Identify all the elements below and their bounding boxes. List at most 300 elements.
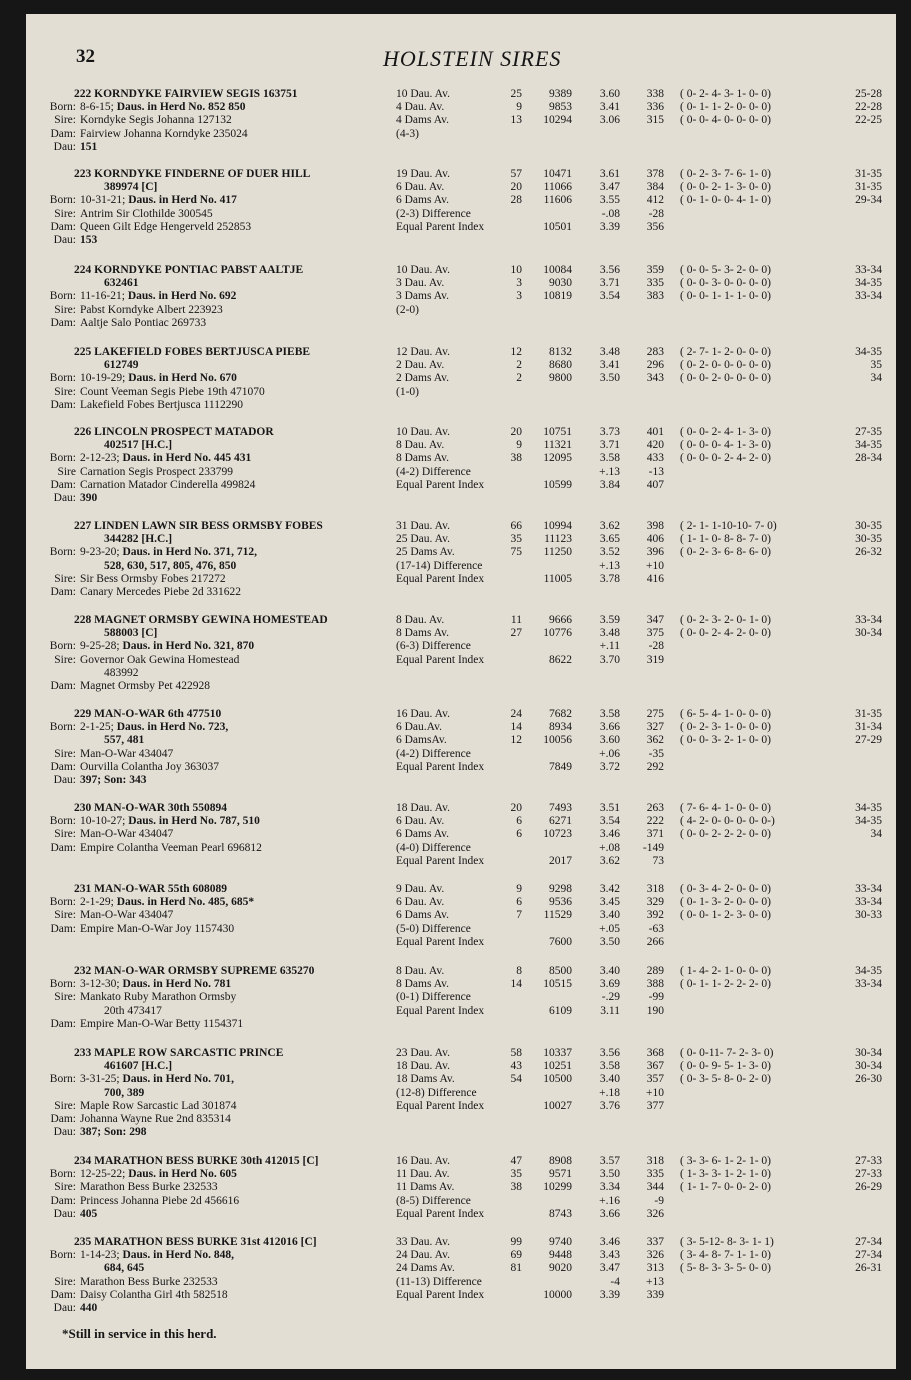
pedigree-line bbox=[26, 317, 356, 330]
fat-percent: 3.34 bbox=[599, 1181, 620, 1194]
stats-row bbox=[396, 1195, 896, 1208]
field-label: Sire: bbox=[54, 303, 76, 316]
field-value: Pabst Korndyke Albert 223923 bbox=[80, 303, 223, 316]
field-value: Magnet Ormsby Pet 422928 bbox=[80, 680, 211, 693]
continuation-line: 483992 bbox=[104, 666, 139, 679]
age-range: 27-34 bbox=[855, 1236, 882, 1248]
field-value: 390 bbox=[80, 492, 98, 505]
distribution: ( 0- 0- 2- 0- 0- 0- 0) bbox=[680, 372, 772, 385]
fat-lbs: 344 bbox=[646, 1181, 664, 1194]
age-range: 34 bbox=[870, 828, 882, 841]
distribution: ( 0- 2- 3- 1- 0- 0- 0) bbox=[680, 721, 772, 734]
row-label: 24 Dau. Av. bbox=[396, 1249, 450, 1262]
age-range: 34-35 bbox=[855, 277, 882, 290]
fat-percent: 3.62 bbox=[599, 520, 620, 532]
fat-lbs: 392 bbox=[646, 909, 664, 922]
herd-numbers: Daus. in Herd No. 670 bbox=[128, 372, 237, 385]
herd-numbers: Daus. in Herd No. 787, 510 bbox=[128, 815, 260, 828]
row-label: 33 Dau. Av. bbox=[396, 1236, 450, 1248]
stats-block bbox=[396, 802, 896, 868]
fat-percent: 3.43 bbox=[599, 1249, 620, 1262]
milk-lbs: 10084 bbox=[543, 264, 572, 276]
field-value: 9-23-20; bbox=[80, 546, 123, 559]
milk-lbs: 10819 bbox=[543, 290, 572, 303]
field-value: Governor Oak Gewina Homestead bbox=[80, 653, 240, 666]
row-label: (4-0) Difference bbox=[396, 841, 471, 854]
fat-percent: -.08 bbox=[601, 207, 620, 220]
sire-title: 231 MAN-O-WAR 55th 608089 bbox=[74, 883, 228, 895]
distribution: ( 0- 0- 2- 4- 2- 0- 0) bbox=[680, 627, 772, 640]
distribution: ( 1- 4- 2- 1- 0- 0- 0) bbox=[680, 965, 772, 977]
age-range: 34-35 bbox=[855, 802, 882, 814]
fat-lbs: 343 bbox=[646, 372, 664, 385]
milk-lbs: 10994 bbox=[543, 520, 572, 532]
fat-lbs: 335 bbox=[646, 277, 664, 290]
row-label: Equal Parent Index bbox=[396, 935, 485, 948]
continuation-line: 20th 473417 bbox=[104, 1004, 162, 1017]
field-value: Maple Row Sarcastic Lad 301874 bbox=[80, 1099, 237, 1112]
distribution: ( 0- 2- 3- 2- 0- 1- 0) bbox=[680, 614, 772, 626]
fat-lbs: 338 bbox=[646, 88, 664, 100]
pedigree-line bbox=[26, 372, 356, 385]
milk-lbs: 10299 bbox=[543, 1181, 572, 1194]
sire-title: 227 LINDEN LAWN SIR BESS ORMSBY FOBES bbox=[74, 520, 323, 532]
field-label: Dau: bbox=[53, 492, 76, 505]
stats-row bbox=[396, 304, 896, 317]
stats-block bbox=[396, 1155, 896, 1221]
field-label: Sire: bbox=[54, 747, 76, 760]
pedigree-line bbox=[26, 452, 356, 465]
stats-row bbox=[396, 640, 896, 653]
field-value: 10-10-27; bbox=[80, 815, 129, 828]
fat-percent: 3.66 bbox=[599, 1207, 620, 1220]
fat-lbs: 371 bbox=[646, 828, 664, 841]
row-label: 11 Dams Av. bbox=[396, 1181, 455, 1194]
field-value: 151 bbox=[80, 140, 98, 153]
row-label: 6 Dams Av. bbox=[396, 194, 450, 207]
herd-numbers: Daus. in Herd No. 781 bbox=[122, 978, 232, 991]
sire-title: 230 MAN-O-WAR 30th 550894 bbox=[74, 802, 228, 814]
field-value: Sir Bess Ormsby Fobes 217272 bbox=[80, 572, 226, 585]
fat-percent: 3.61 bbox=[599, 168, 620, 180]
pedigree-line bbox=[26, 1126, 356, 1139]
record-count: 81 bbox=[510, 1262, 522, 1275]
age-range: 31-35 bbox=[855, 181, 882, 194]
milk-lbs: 7493 bbox=[549, 802, 572, 814]
fat-lbs: 327 bbox=[646, 721, 664, 734]
pedigree-line bbox=[26, 978, 356, 991]
fat-lbs: 368 bbox=[646, 1047, 664, 1059]
age-range: 33-34 bbox=[855, 883, 882, 895]
sire-title: 235 MARATHON BESS BURKE 31st 412016 [C] bbox=[74, 1236, 317, 1248]
milk-lbs: 8680 bbox=[549, 359, 572, 372]
pedigree-line bbox=[26, 815, 356, 828]
field-label: Born: bbox=[49, 290, 76, 303]
row-label: 24 Dams Av. bbox=[396, 1262, 455, 1275]
field-value: 12-25-22; bbox=[80, 1168, 129, 1181]
record-count: 7 bbox=[516, 909, 522, 922]
fat-percent: +.08 bbox=[599, 841, 620, 854]
fat-lbs: 222 bbox=[646, 815, 664, 828]
fat-lbs: 383 bbox=[646, 290, 664, 303]
row-label: 6 Dams Av. bbox=[396, 828, 450, 841]
fat-percent: 3.50 bbox=[599, 935, 620, 948]
stats-row bbox=[396, 1155, 896, 1168]
stats-block bbox=[396, 426, 896, 492]
record-count: 11 bbox=[510, 614, 522, 626]
fat-lbs: -9 bbox=[654, 1194, 664, 1207]
stats-row bbox=[396, 627, 896, 640]
row-label: (12-8) Difference bbox=[396, 1086, 477, 1099]
pedigree-line bbox=[26, 774, 356, 787]
fat-lbs: 318 bbox=[646, 883, 664, 895]
field-value: 11-16-21; bbox=[80, 290, 128, 303]
fat-lbs: 275 bbox=[646, 708, 664, 720]
pedigree-block bbox=[26, 1155, 356, 1221]
field-label: Dam: bbox=[50, 316, 76, 329]
milk-lbs: 11321 bbox=[543, 439, 572, 452]
row-label: 10 Dau. Av. bbox=[396, 88, 450, 100]
field-label: Born: bbox=[49, 896, 76, 909]
fat-percent: 3.50 bbox=[599, 372, 620, 385]
milk-lbs: 11066 bbox=[543, 181, 572, 194]
row-label: (5-0) Difference bbox=[396, 922, 471, 935]
age-range: 31-34 bbox=[855, 721, 882, 734]
record-count: 9 bbox=[516, 883, 522, 895]
age-range: 30-34 bbox=[855, 1047, 882, 1059]
age-range: 33-34 bbox=[855, 290, 882, 303]
row-label: 8 Dams Av. bbox=[396, 452, 450, 465]
row-label: (17-14) Difference bbox=[396, 559, 483, 572]
record-count: 43 bbox=[510, 1060, 522, 1073]
pedigree-line bbox=[26, 761, 356, 774]
row-label: (2-3) Difference bbox=[396, 207, 471, 220]
age-range: 27-35 bbox=[855, 426, 882, 438]
stats-row bbox=[396, 923, 896, 936]
pedigree-block bbox=[26, 614, 356, 693]
record-count: 2 bbox=[516, 372, 522, 385]
distribution: ( 2- 7- 1- 2- 0- 0- 0) bbox=[680, 346, 772, 358]
record-count: 12 bbox=[510, 346, 522, 358]
fat-percent: 3.52 bbox=[599, 546, 620, 559]
stats-row bbox=[396, 346, 896, 359]
record-count: 6 bbox=[516, 896, 522, 909]
age-range: 34-35 bbox=[855, 815, 882, 828]
sire-title: 223 KORNDYKE FINDERNE OF DUER HILL bbox=[74, 168, 311, 180]
row-label: 18 Dams Av. bbox=[396, 1073, 455, 1086]
field-value: Princess Johanna Piebe 2d 456616 bbox=[80, 1194, 240, 1207]
stats-row bbox=[396, 965, 896, 978]
pedigree-line bbox=[26, 1302, 356, 1315]
row-label: 2 Dams Av. bbox=[396, 372, 450, 385]
fat-lbs: 388 bbox=[646, 978, 664, 991]
stats-row bbox=[396, 936, 896, 949]
record-count: 20 bbox=[510, 426, 522, 438]
registration-number: 402517 [H.C.] bbox=[104, 439, 173, 452]
stats-row bbox=[396, 277, 896, 290]
footnote: *Still in service in this herd. bbox=[62, 1326, 217, 1341]
fat-percent: +.16 bbox=[599, 1194, 620, 1207]
field-value: Empire Man-O-War Joy 1157430 bbox=[80, 922, 235, 935]
pedigree-line bbox=[26, 479, 356, 492]
herd-numbers: Daus. in Herd No. 701, bbox=[122, 1073, 234, 1086]
sire-title: 226 LINCOLN PROSPECT MATADOR bbox=[74, 426, 274, 438]
record-count: 8 bbox=[516, 965, 522, 977]
distribution: ( 0- 0- 0- 4- 1- 3- 0) bbox=[680, 439, 772, 452]
fat-percent: +.05 bbox=[599, 922, 620, 935]
field-label: Born: bbox=[49, 1073, 76, 1086]
record-count: 14 bbox=[510, 978, 522, 991]
row-label: 6 DamsAv. bbox=[396, 734, 447, 747]
field-label: Sire: bbox=[54, 1181, 76, 1194]
field-label: Sire: bbox=[54, 909, 76, 922]
milk-lbs: 12095 bbox=[543, 452, 572, 465]
field-value: 153 bbox=[80, 234, 98, 247]
record-count: 57 bbox=[510, 168, 522, 180]
record-count: 38 bbox=[510, 1181, 522, 1194]
distribution: ( 3- 5-12- 8- 3- 1- 1) bbox=[680, 1236, 774, 1248]
row-label: 25 Dau. Av. bbox=[396, 533, 450, 546]
fat-percent: 3.56 bbox=[599, 1047, 620, 1059]
row-label: Equal Parent Index bbox=[396, 1207, 485, 1220]
field-label: Born: bbox=[49, 721, 76, 734]
stats-block bbox=[396, 883, 896, 949]
fat-lbs: 347 bbox=[646, 614, 664, 626]
age-range: 22-25 bbox=[855, 114, 882, 127]
stats-row bbox=[396, 721, 896, 734]
stats-row bbox=[396, 546, 896, 559]
milk-lbs: 8743 bbox=[549, 1207, 572, 1220]
field-value: Lakefield Fobes Bertjusca 1112290 bbox=[80, 398, 243, 411]
fat-lbs: -13 bbox=[648, 465, 664, 478]
fat-percent: +.11 bbox=[599, 640, 620, 653]
stats-row bbox=[396, 909, 896, 922]
fat-lbs: 292 bbox=[646, 760, 664, 773]
pedigree-block bbox=[26, 88, 356, 154]
milk-lbs: 10027 bbox=[543, 1099, 572, 1112]
fat-percent: 3.58 bbox=[599, 452, 620, 465]
field-label: Born: bbox=[49, 1168, 76, 1181]
stats-row bbox=[396, 101, 896, 114]
row-label: (4-2) Difference bbox=[396, 465, 471, 478]
fat-lbs: 398 bbox=[646, 520, 664, 532]
fat-lbs: 356 bbox=[646, 220, 664, 233]
distribution: ( 0- 0- 3- 2- 1- 0- 0) bbox=[680, 734, 772, 747]
row-label: 19 Dau. Av. bbox=[396, 168, 450, 180]
milk-lbs: 11606 bbox=[543, 194, 572, 207]
field-value: 10-31-21; bbox=[80, 194, 129, 207]
pedigree-line bbox=[26, 101, 356, 114]
milk-lbs: 7682 bbox=[549, 708, 572, 720]
fat-lbs: 367 bbox=[646, 1060, 664, 1073]
stats-block bbox=[396, 1236, 896, 1302]
stats-row bbox=[396, 386, 896, 399]
fat-percent: 3.40 bbox=[599, 909, 620, 922]
field-value: Count Veeman Segis Piebe 19th 471070 bbox=[80, 385, 265, 398]
milk-lbs: 9448 bbox=[549, 1249, 572, 1262]
pedigree-line bbox=[26, 1100, 356, 1113]
distribution: ( 0- 0- 5- 3- 2- 0- 0) bbox=[680, 264, 772, 276]
row-label: 9 Dau. Av. bbox=[396, 883, 445, 895]
fat-percent: 3.42 bbox=[599, 883, 620, 895]
age-range: 27-29 bbox=[855, 734, 882, 747]
stats-row bbox=[396, 1249, 896, 1262]
fat-percent: 3.55 bbox=[599, 194, 620, 207]
row-label: Equal Parent Index bbox=[396, 653, 485, 666]
fat-lbs: 73 bbox=[652, 854, 664, 867]
milk-lbs: 11123 bbox=[544, 533, 572, 546]
age-range: 26-30 bbox=[855, 1073, 882, 1086]
stats-row bbox=[396, 372, 896, 385]
pedigree-block bbox=[26, 1236, 356, 1315]
row-label: 18 Dau. Av. bbox=[396, 1060, 450, 1073]
pedigree-block bbox=[26, 802, 356, 855]
stats-row bbox=[396, 1087, 896, 1100]
distribution: ( 0- 0- 0- 2- 4- 2- 0) bbox=[680, 452, 772, 465]
field-label: Dam: bbox=[50, 680, 76, 693]
row-label: 31 Dau. Av. bbox=[396, 520, 450, 532]
stats-row bbox=[396, 452, 896, 465]
row-label: Equal Parent Index bbox=[396, 1004, 485, 1017]
stats-block bbox=[396, 168, 896, 234]
fat-percent: 3.57 bbox=[599, 1155, 620, 1167]
pedigree-line bbox=[26, 1276, 356, 1289]
milk-lbs: 9020 bbox=[549, 1262, 572, 1275]
row-label: (1-0) bbox=[396, 385, 419, 398]
field-value: Carnation Matador Cinderella 499824 bbox=[80, 478, 256, 491]
pedigree-block bbox=[26, 708, 356, 787]
fat-lbs: 289 bbox=[646, 965, 664, 977]
herd-numbers: Daus. in Herd No. 445 431 bbox=[122, 452, 252, 465]
field-label: Born: bbox=[49, 101, 76, 114]
record-count: 38 bbox=[510, 452, 522, 465]
pedigree-line bbox=[26, 640, 356, 653]
pedigree-line bbox=[26, 546, 356, 559]
fat-percent: 3.06 bbox=[599, 114, 620, 127]
distribution: ( 2- 1- 1-10-10- 7- 0) bbox=[680, 520, 777, 532]
record-count: 20 bbox=[510, 802, 522, 814]
distribution: ( 0- 2- 0- 0- 0- 0- 0) bbox=[680, 359, 772, 372]
distribution: ( 1- 1- 7- 0- 0- 2- 0) bbox=[680, 1181, 772, 1194]
record-count: 58 bbox=[510, 1047, 522, 1059]
stats-row bbox=[396, 896, 896, 909]
row-label: 25 Dams Av. bbox=[396, 546, 455, 559]
row-label: 8 Dau. Av. bbox=[396, 439, 445, 452]
stats-row bbox=[396, 560, 896, 573]
sire-title: 229 MAN-O-WAR 6th 477510 bbox=[74, 708, 222, 720]
milk-lbs: 9571 bbox=[549, 1168, 572, 1181]
field-value: Empire Man-O-War Betty 1154371 bbox=[80, 1017, 244, 1030]
row-label: 10 Dau. Av. bbox=[396, 264, 450, 276]
distribution: ( 0- 0- 4- 0- 0- 0- 0) bbox=[680, 114, 772, 127]
age-range: 28-34 bbox=[855, 452, 882, 465]
fat-percent: -4 bbox=[610, 1275, 620, 1288]
stats-row bbox=[396, 359, 896, 372]
field-label: Sire: bbox=[54, 828, 76, 841]
row-label: 8 Dau. Av. bbox=[396, 614, 445, 626]
row-label: 6 Dau. Av. bbox=[396, 896, 445, 909]
milk-lbs: 9389 bbox=[549, 88, 572, 100]
stats-block bbox=[396, 346, 896, 399]
fat-lbs: 315 bbox=[646, 114, 664, 127]
stats-row bbox=[396, 978, 896, 991]
distribution: ( 0- 2- 3- 7- 6- 1- 0) bbox=[680, 168, 772, 180]
age-range: 33-34 bbox=[855, 264, 882, 276]
stats-block bbox=[396, 965, 896, 1018]
fat-percent: 3.41 bbox=[599, 101, 620, 114]
age-range: 30-35 bbox=[855, 520, 882, 532]
pedigree-block bbox=[26, 520, 356, 599]
fat-percent: 3.84 bbox=[599, 478, 620, 491]
milk-lbs: 9030 bbox=[549, 277, 572, 290]
milk-lbs: 9853 bbox=[549, 101, 572, 114]
age-range: 34-35 bbox=[855, 439, 882, 452]
row-label: Equal Parent Index bbox=[396, 760, 485, 773]
stats-row bbox=[396, 1262, 896, 1275]
milk-lbs: 9536 bbox=[549, 896, 572, 909]
stats-row bbox=[396, 1181, 896, 1194]
field-label: Born: bbox=[49, 1249, 76, 1262]
fat-percent: 3.72 bbox=[599, 760, 620, 773]
sire-title: 232 MAN-O-WAR ORMSBY SUPREME 635270 bbox=[74, 965, 315, 977]
milk-lbs: 7849 bbox=[549, 760, 572, 773]
field-label: Dam: bbox=[50, 398, 76, 411]
fat-percent: 3.59 bbox=[599, 614, 620, 626]
stats-row bbox=[396, 439, 896, 452]
fat-lbs: 407 bbox=[646, 478, 664, 491]
stats-row bbox=[396, 708, 896, 721]
sire-title: 228 MAGNET ORMSBY GEWINA HOMESTEAD bbox=[74, 614, 328, 626]
pedigree-line bbox=[26, 586, 356, 599]
field-value: Man-O-War 434047 bbox=[80, 828, 174, 841]
age-range: 27-33 bbox=[855, 1155, 882, 1167]
distribution: ( 0- 0- 9- 5- 1- 3- 0) bbox=[680, 1060, 772, 1073]
distribution: ( 0- 0- 2- 2- 2- 0- 0) bbox=[680, 828, 772, 841]
fat-lbs: -99 bbox=[648, 991, 664, 1004]
herd-numbers: Daus. in Herd No. 848, bbox=[122, 1249, 234, 1262]
field-label: Born: bbox=[49, 194, 76, 207]
fat-percent: 3.70 bbox=[599, 653, 620, 666]
row-label: 4 Dau. Av. bbox=[396, 101, 445, 114]
age-range: 26-32 bbox=[855, 546, 882, 559]
distribution: ( 0- 3- 4- 2- 0- 0- 0) bbox=[680, 883, 772, 895]
row-label: (11-13) Difference bbox=[396, 1275, 482, 1288]
field-label: Born: bbox=[49, 978, 76, 991]
distribution: ( 5- 8- 3- 3- 5- 0- 0) bbox=[680, 1262, 772, 1275]
record-count: 14 bbox=[510, 721, 522, 734]
milk-lbs: 10776 bbox=[543, 627, 572, 640]
continuation-line: 700, 389 bbox=[104, 1086, 145, 1099]
milk-lbs: 8622 bbox=[549, 653, 572, 666]
field-label: Sire: bbox=[54, 1099, 76, 1112]
herd-numbers: Daus. in Herd No. 371, 712, bbox=[122, 546, 257, 559]
pedigree-block bbox=[26, 168, 356, 247]
fat-lbs: 416 bbox=[646, 572, 664, 585]
milk-lbs: 8934 bbox=[549, 721, 572, 734]
milk-lbs: 9666 bbox=[549, 614, 572, 626]
field-label: Sire: bbox=[54, 1275, 76, 1288]
milk-lbs: 10337 bbox=[543, 1047, 572, 1059]
field-label: Sire: bbox=[54, 991, 76, 1004]
fat-percent: +.13 bbox=[599, 559, 620, 572]
pedigree-line bbox=[26, 399, 356, 412]
field-value: Daisy Colantha Girl 4th 582518 bbox=[80, 1288, 228, 1301]
stats-row bbox=[396, 194, 896, 207]
field-label: Born: bbox=[49, 546, 76, 559]
record-count: 2 bbox=[516, 359, 522, 372]
herd-numbers: Daus. in Herd No. 723, bbox=[116, 721, 229, 734]
row-label: 8 Dau. Av. bbox=[396, 965, 445, 977]
